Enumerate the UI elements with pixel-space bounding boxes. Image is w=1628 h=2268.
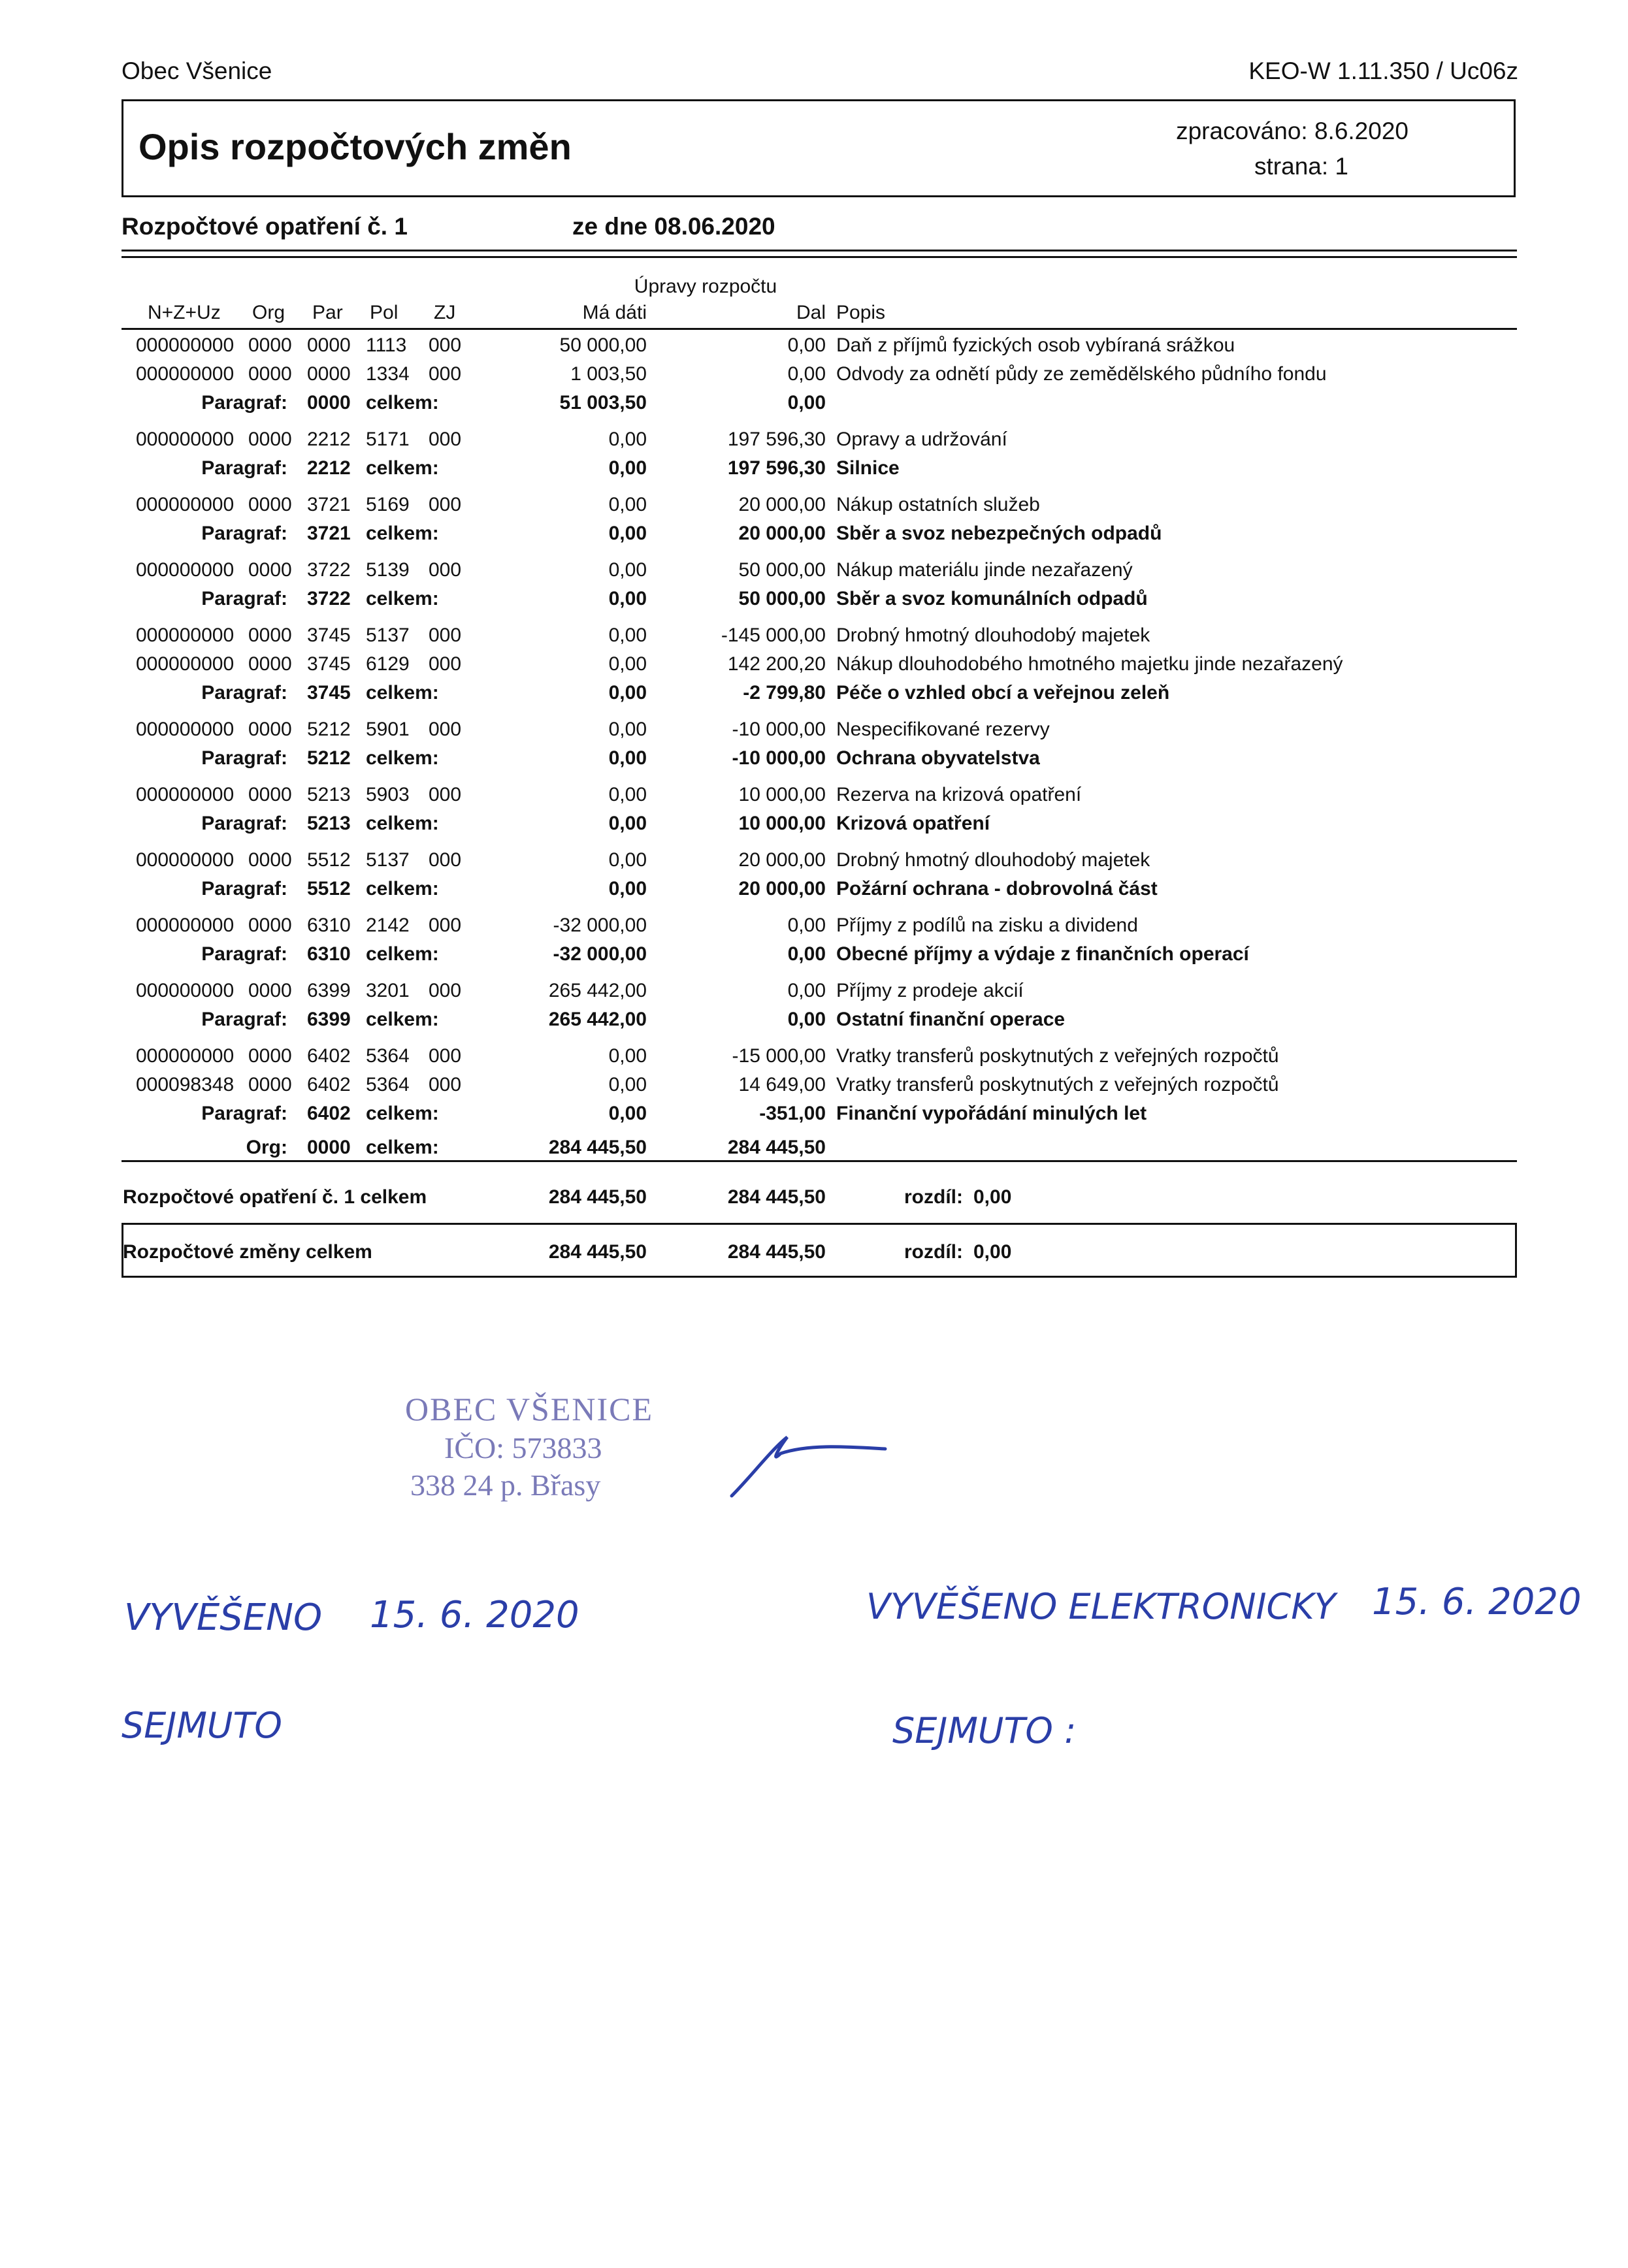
- cell-dal: 20 000,00: [738, 878, 826, 899]
- cell-dal: 0,00: [787, 915, 826, 936]
- col-header-zj: ZJ: [434, 302, 456, 323]
- cell-dal: 20 000,00: [738, 849, 826, 871]
- measure-total-rozdil-label: rozdíl:: [904, 1186, 963, 1208]
- posted-electronic-date: 15. 6. 2020: [1372, 1581, 1582, 1623]
- cell-popis: Příjmy z podílů na zisku a dividend: [836, 915, 1138, 936]
- stamp-line-3: 338 24 p. Břasy: [410, 1468, 601, 1502]
- cell-zj: 000: [429, 849, 462, 871]
- cell-ma-dati: 0,00: [608, 747, 647, 769]
- measure-total-label: Rozpočtové opatření č. 1 celkem: [123, 1186, 427, 1208]
- cell-paragraph-label: Paragraf:: [201, 1103, 287, 1124]
- cell-zj: 000: [429, 334, 462, 356]
- measure-total-dal: 284 445,50: [727, 1186, 826, 1208]
- measure-label: Rozpočtové opatření č. 1: [122, 213, 408, 240]
- cell-ma-dati: 0,00: [608, 624, 647, 646]
- cell-zj: 000: [429, 784, 462, 805]
- cell-popis: Finanční vypořádání minulých let: [836, 1103, 1147, 1124]
- cell-par: 5512: [307, 878, 351, 899]
- cell-org: 0000: [248, 653, 292, 675]
- cell-par: 0000: [307, 392, 351, 413]
- cell-ma-dati: 0,00: [608, 1045, 647, 1067]
- cell-dal: 197 596,30: [727, 429, 826, 450]
- cell-paragraph-label: Paragraf:: [201, 878, 287, 899]
- cell-pol: 1113: [366, 334, 407, 356]
- cell-dal: -2 799,80: [743, 682, 826, 704]
- grand-total-rozdil: 0,00: [973, 1241, 1012, 1263]
- cell-par: 3721: [307, 523, 351, 544]
- page-title: Opis rozpočtových změn: [138, 126, 572, 167]
- cell-dal: -10 000,00: [732, 719, 826, 740]
- cell-pol: 5137: [366, 624, 410, 646]
- cell-par: 6402: [307, 1045, 351, 1067]
- cell-nzu: 000000000: [136, 915, 235, 936]
- cell-par: 2212: [307, 429, 351, 450]
- cell-popis: Ostatní finanční operace: [836, 1009, 1066, 1030]
- cell-ma-dati: 0,00: [608, 494, 647, 515]
- cell-pol: 3201: [366, 980, 410, 1001]
- cell-ma-dati: 0,00: [608, 523, 647, 544]
- table-row: [0, 363, 1628, 392]
- paragraph-total-row: [0, 943, 1628, 972]
- cell-nzu: 000000000: [136, 429, 235, 450]
- table-row: [0, 653, 1628, 682]
- signature-icon: [725, 1424, 895, 1502]
- cell-ma-dati: 0,00: [608, 1103, 647, 1124]
- col-header-nzu: N+Z+Uz: [148, 302, 221, 323]
- cell-org: 0000: [248, 624, 292, 646]
- cell-dal: 10 000,00: [738, 813, 826, 834]
- processed-value: 8.6.2020: [1314, 118, 1408, 144]
- cell-popis: Drobný hmotný dlouhodobý majetek: [836, 849, 1150, 871]
- paragraph-total-row: [0, 682, 1628, 711]
- cell-popis: Vratky transferů poskytnutých z veřejných rozpočtů: [836, 1045, 1279, 1067]
- cell-nzu: 000000000: [136, 1045, 235, 1067]
- cell-org: 0000: [248, 429, 292, 450]
- cell-paragraph-label: Paragraf:: [201, 523, 287, 544]
- paragraph-total-row: [0, 813, 1628, 841]
- cell-celkem: celkem:: [366, 1009, 439, 1030]
- cell-dal: 20 000,00: [738, 523, 826, 544]
- removed-electronic-note: SEJMUTO :: [892, 1710, 1077, 1751]
- cell-paragraph-label: Paragraf:: [201, 392, 287, 413]
- cell-nzu: 000000000: [136, 849, 235, 871]
- cell-par: 5213: [307, 784, 351, 805]
- col-header-popis: Popis: [836, 302, 886, 323]
- cell-paragraph-label: Paragraf:: [201, 457, 287, 479]
- cell-dal: 197 596,30: [727, 457, 826, 479]
- cell-zj: 000: [429, 429, 462, 450]
- cell-dal: 20 000,00: [738, 494, 826, 515]
- cell-pol: 5903: [366, 784, 410, 805]
- cell-zj: 000: [429, 559, 462, 581]
- cell-celkem: celkem:: [366, 813, 439, 834]
- org-total-label: Org:: [246, 1137, 287, 1158]
- cell-paragraph-label: Paragraf:: [201, 1009, 287, 1030]
- col-header-org: Org: [252, 302, 285, 323]
- cell-popis: Daň z příjmů fyzických osob vybíraná srážkou: [836, 334, 1235, 356]
- page-number: 1: [1335, 153, 1348, 180]
- paragraph-total-row: [0, 747, 1628, 776]
- cell-popis: Vratky transferů poskytnutých z veřejných rozpočtů: [836, 1074, 1279, 1095]
- cell-celkem: celkem:: [366, 747, 439, 769]
- posted-electronic-note: VYVĚŠENO ELEKTRONICKY: [866, 1586, 1336, 1627]
- paragraph-total-row: [0, 457, 1628, 486]
- cell-pol: 5139: [366, 559, 410, 581]
- cell-popis: Nákup dlouhodobého hmotného majetku jinde nezařazený: [836, 653, 1343, 675]
- cell-popis: Nespecifikované rezervy: [836, 719, 1050, 740]
- cell-nzu: 000000000: [136, 719, 235, 740]
- paragraph-total-row: [0, 878, 1628, 907]
- table-row: [0, 429, 1628, 457]
- cell-org: 0000: [248, 784, 292, 805]
- cell-celkem: celkem:: [366, 943, 439, 965]
- cell-pol: 1334: [366, 363, 410, 385]
- cell-ma-dati: 0,00: [608, 849, 647, 871]
- cell-dal: 0,00: [787, 980, 826, 1001]
- cell-dal: 0,00: [787, 1009, 826, 1030]
- cell-ma-dati: 0,00: [608, 588, 647, 609]
- cell-par: 6402: [307, 1103, 351, 1124]
- header-divider: [122, 328, 1517, 330]
- cell-popis: Sběr a svoz nebezpečných odpadů: [836, 523, 1162, 544]
- cell-popis: Krizová opatření: [836, 813, 990, 834]
- table-row: [0, 1045, 1628, 1074]
- cell-par: 6399: [307, 980, 351, 1001]
- divider: [122, 1160, 1517, 1162]
- paragraph-total-row: [0, 523, 1628, 551]
- cell-popis: Drobný hmotný dlouhodobý majetek: [836, 624, 1150, 646]
- cell-ma-dati: 0,00: [608, 653, 647, 675]
- cell-dal: 142 200,20: [727, 653, 826, 675]
- cell-dal: -351,00: [759, 1103, 826, 1124]
- org-total-ma-dati: 284 445,50: [548, 1137, 647, 1158]
- cell-celkem: celkem:: [366, 392, 439, 413]
- cell-org: 0000: [248, 1045, 292, 1067]
- cell-nzu: 000000000: [136, 559, 235, 581]
- paragraph-total-row: [0, 1103, 1628, 1131]
- measure-total-row: [0, 1186, 1628, 1215]
- program-version: KEO-W 1.11.350 / Uc06z: [1248, 57, 1518, 84]
- cell-celkem: celkem:: [366, 457, 439, 479]
- col-header-ma-dati: Má dáti: [582, 302, 647, 323]
- cell-org: 0000: [248, 559, 292, 581]
- table-row: [0, 980, 1628, 1009]
- cell-dal: 14 649,00: [738, 1074, 826, 1095]
- cell-zj: 000: [429, 980, 462, 1001]
- cell-popis: Příjmy z prodeje akcií: [836, 980, 1024, 1001]
- cell-dal: 50 000,00: [738, 559, 826, 581]
- table-row: [0, 784, 1628, 813]
- cell-ma-dati: 0,00: [608, 559, 647, 581]
- cell-nzu: 000000000: [136, 624, 235, 646]
- table-row: [0, 849, 1628, 878]
- cell-popis: Silnice: [836, 457, 900, 479]
- cell-par: 3722: [307, 559, 351, 581]
- cell-org: 0000: [248, 915, 292, 936]
- cell-zj: 000: [429, 1045, 462, 1067]
- cell-popis: Ochrana obyvatelstva: [836, 747, 1040, 769]
- cell-org: 0000: [248, 849, 292, 871]
- cell-par: 5213: [307, 813, 351, 834]
- cell-par: 2212: [307, 457, 351, 479]
- page-info: [1022, 153, 1348, 180]
- cell-par: 3745: [307, 653, 351, 675]
- cell-nzu: 000098348: [136, 1074, 235, 1095]
- cell-dal: 0,00: [787, 392, 826, 413]
- cell-org: 0000: [248, 363, 292, 385]
- cell-nzu: 000000000: [136, 363, 235, 385]
- table-row: [0, 559, 1628, 588]
- cell-ma-dati: 0,00: [608, 429, 647, 450]
- cell-org: 0000: [248, 719, 292, 740]
- cell-dal: 10 000,00: [738, 784, 826, 805]
- cell-zj: 000: [429, 915, 462, 936]
- cell-par: 3745: [307, 624, 351, 646]
- cell-dal: 50 000,00: [738, 588, 826, 609]
- removed-note: SEJMUTO: [122, 1705, 282, 1746]
- cell-par: 3722: [307, 588, 351, 609]
- page-label: strana:: [1254, 153, 1329, 180]
- posted-date: 15. 6. 2020: [370, 1594, 579, 1636]
- cell-popis: Odvody za odnětí půdy ze zemědělského půdního fondu: [836, 363, 1327, 385]
- cell-popis: Sběr a svoz komunálních odpadů: [836, 588, 1148, 609]
- cell-popis: Nákup ostatních služeb: [836, 494, 1040, 515]
- cell-pol: 5171: [366, 429, 410, 450]
- measure-date: ze dne 08.06.2020: [572, 213, 775, 240]
- table-row: [0, 719, 1628, 747]
- cell-paragraph-label: Paragraf:: [201, 747, 287, 769]
- cell-ma-dati: 0,00: [608, 719, 647, 740]
- cell-org: 0000: [248, 494, 292, 515]
- cell-zj: 000: [429, 624, 462, 646]
- col-header-pol: Pol: [370, 302, 399, 323]
- cell-pol: 2142: [366, 915, 410, 936]
- stamp-line-1: OBEC VŠENICE: [405, 1391, 654, 1427]
- cell-pol: 5901: [366, 719, 410, 740]
- cell-celkem: celkem:: [366, 878, 439, 899]
- table-row: [0, 494, 1628, 523]
- cell-celkem: celkem:: [366, 1103, 439, 1124]
- cell-par: 6310: [307, 943, 351, 965]
- cell-org: 0000: [248, 334, 292, 356]
- paragraph-total-row: [0, 588, 1628, 617]
- table-row: [0, 334, 1628, 363]
- table-row: [0, 1074, 1628, 1103]
- cell-celkem: celkem:: [366, 682, 439, 704]
- cell-nzu: 000000000: [136, 494, 235, 515]
- cell-org: 0000: [248, 1074, 292, 1095]
- posted-note: VYVĚŠENO: [124, 1596, 323, 1639]
- cell-paragraph-label: Paragraf:: [201, 813, 287, 834]
- cell-zj: 000: [429, 1074, 462, 1095]
- cell-paragraph-label: Paragraf:: [201, 943, 287, 965]
- cell-par: 0000: [307, 334, 351, 356]
- grand-total-row: [0, 1241, 1628, 1270]
- paragraph-total-row: [0, 392, 1628, 421]
- cell-dal: -15 000,00: [732, 1045, 826, 1067]
- cell-zj: 000: [429, 494, 462, 515]
- cell-dal: -145 000,00: [721, 624, 826, 646]
- cell-zj: 000: [429, 719, 462, 740]
- cell-org: 0000: [248, 980, 292, 1001]
- measure-total-rozdil: 0,00: [973, 1186, 1012, 1208]
- cell-ma-dati: 0,00: [608, 1074, 647, 1095]
- cell-ma-dati: 0,00: [608, 457, 647, 479]
- grand-total-ma-dati: 284 445,50: [548, 1241, 647, 1263]
- table-row: [0, 624, 1628, 653]
- cell-popis: Požární ochrana - dobrovolná část: [836, 878, 1158, 899]
- cell-nzu: 000000000: [136, 334, 235, 356]
- cell-dal: 0,00: [787, 943, 826, 965]
- cell-ma-dati: -32 000,00: [553, 943, 647, 965]
- municipal-stamp: [392, 1390, 719, 1502]
- cell-paragraph-label: Paragraf:: [201, 588, 287, 609]
- cell-pol: 6129: [366, 653, 410, 675]
- grand-total-rozdil-label: rozdíl:: [904, 1241, 963, 1263]
- cell-pol: 5364: [366, 1045, 410, 1067]
- cell-ma-dati: 265 442,00: [548, 1009, 647, 1030]
- cell-ma-dati: 1 003,50: [570, 363, 647, 385]
- cell-pol: 5169: [366, 494, 410, 515]
- col-header-dal: Dal: [796, 302, 826, 323]
- cell-zj: 000: [429, 653, 462, 675]
- cell-celkem: celkem:: [366, 588, 439, 609]
- col-header-par: Par: [312, 302, 343, 323]
- cell-ma-dati: 0,00: [608, 784, 647, 805]
- cell-ma-dati: 51 003,50: [559, 392, 647, 413]
- org-total-celkem: celkem:: [366, 1137, 439, 1158]
- table-row: [0, 915, 1628, 943]
- cell-ma-dati: -32 000,00: [553, 915, 647, 936]
- cell-nzu: 000000000: [136, 784, 235, 805]
- stamp-line-2: IČO: 573833: [444, 1431, 602, 1465]
- cell-zj: 000: [429, 363, 462, 385]
- cell-popis: Nákup materiálu jinde nezařazený: [836, 559, 1133, 581]
- org-total-dal: 284 445,50: [727, 1137, 826, 1158]
- paragraph-total-row: [0, 1009, 1628, 1037]
- org-name: Obec Všenice: [122, 57, 272, 84]
- cell-pol: 5137: [366, 849, 410, 871]
- cell-ma-dati: 0,00: [608, 878, 647, 899]
- cell-popis: Rezerva na krizová opatření: [836, 784, 1082, 805]
- cell-ma-dati: 265 442,00: [548, 980, 647, 1001]
- cell-par: 0000: [307, 363, 351, 385]
- cell-par: 6399: [307, 1009, 351, 1030]
- cell-par: 6402: [307, 1074, 351, 1095]
- divider: [122, 256, 1517, 258]
- cell-nzu: 000000000: [136, 980, 235, 1001]
- cell-par: 5212: [307, 719, 351, 740]
- cell-celkem: celkem:: [366, 523, 439, 544]
- cell-par: 5212: [307, 747, 351, 769]
- cell-paragraph-label: Paragraf:: [201, 682, 287, 704]
- cell-pol: 5364: [366, 1074, 410, 1095]
- cell-ma-dati: 0,00: [608, 682, 647, 704]
- grand-total-label: Rozpočtové změny celkem: [123, 1241, 372, 1263]
- cell-popis: Opravy a udržování: [836, 429, 1007, 450]
- processed-info: [1082, 118, 1408, 145]
- measure-total-ma-dati: 284 445,50: [548, 1186, 647, 1208]
- cell-par: 6310: [307, 915, 351, 936]
- cell-ma-dati: 50 000,00: [559, 334, 647, 356]
- cell-par: 3745: [307, 682, 351, 704]
- grand-total-dal: 284 445,50: [727, 1241, 826, 1263]
- column-group-header: Úpravy rozpočtu: [634, 276, 777, 297]
- divider: [122, 250, 1517, 251]
- org-total-org: 0000: [307, 1137, 351, 1158]
- cell-dal: -10 000,00: [732, 747, 826, 769]
- cell-nzu: 000000000: [136, 653, 235, 675]
- cell-par: 5512: [307, 849, 351, 871]
- cell-popis: Péče o vzhled obcí a veřejnou zeleň: [836, 682, 1170, 704]
- cell-popis: Obecné příjmy a výdaje z finančních operací: [836, 943, 1249, 965]
- cell-ma-dati: 0,00: [608, 813, 647, 834]
- cell-par: 3721: [307, 494, 351, 515]
- cell-dal: 0,00: [787, 363, 826, 385]
- cell-dal: 0,00: [787, 334, 826, 356]
- processed-label: zpracováno:: [1176, 118, 1308, 144]
